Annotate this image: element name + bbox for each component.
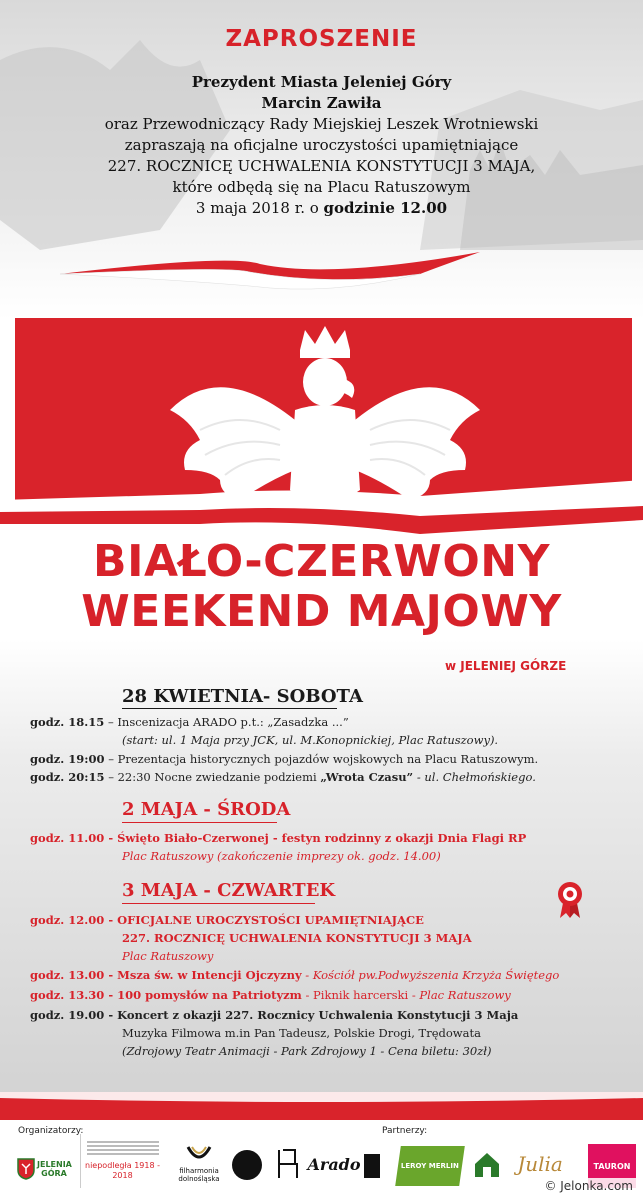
watermark: © Jelonka.com [540, 1178, 637, 1194]
organizers-label: Organizatorzy: [18, 1126, 84, 1136]
organizer-logo-badge [232, 1150, 262, 1180]
event-row: (start: ul. 1 Maja przy JCK, ul. M.Konopnickiej, Plac Ratuszowy). [122, 733, 499, 747]
organizer-logo-chair [272, 1146, 304, 1182]
julia-logo-text: Julia [517, 1152, 563, 1176]
leroy-merlin-logo-text: LEROY MERLIN [401, 1161, 459, 1170]
filharmonia-icon [186, 1145, 212, 1167]
filharmonia-logo [170, 1142, 228, 1186]
jelenia-gora-logo-text: JELENIA GÓRA [37, 1160, 72, 1178]
event-row: godz. 12.00 - OFICJALNE UROCZYSTOŚCI UPAMIĘTNIAJĄCE [30, 913, 424, 927]
event-row: godz. 18.15 – Inscenizacja ARADO p.t.: „Zasadzka ...” [30, 715, 349, 729]
jelenia-gora-logo [16, 1154, 72, 1184]
footer [0, 1120, 643, 1200]
intro-line-4: zapraszają na oficjalne uroczystości upamiętniające [124, 136, 519, 154]
ribbon-decoration-bottom [0, 1092, 643, 1120]
niepodlegla-logo [80, 1134, 160, 1188]
arado-logo [307, 1148, 361, 1180]
event-row: godz. 11.00 - Święto Biało-Czerwonej - festyn rodzinny z okazji Dnia Flagi RP [30, 831, 527, 845]
event-row: Plac Ratuszowy [122, 949, 214, 963]
leroy-merlin-logo [395, 1146, 465, 1186]
event-row: Muzyka Filmowa m.in Pan Tadeusz, Polskie Drogi, Trędowata [122, 1026, 481, 1040]
event-row: (Zdrojowy Teatr Animacji - Park Zdrojowy 1 - Cena biletu: 30zł) [122, 1044, 492, 1058]
tauron-logo-text: TAURON [593, 1161, 631, 1171]
event-row: godz. 13.00 - Msza św. w Intencji Ojczyzny - Kościół pw.Podwyższenia Krzyża Świętego [30, 968, 560, 982]
partners-label: Partnerzy: [382, 1126, 428, 1136]
event-row: 227. ROCZNICĘ UCHWALENIA KONSTYTUCJI 3 MAJA [122, 931, 472, 945]
day-underline [122, 708, 337, 709]
event-row: godz. 20:15 – 22:30 Nocne zwiedzanie podziemi „Wrota Czasu” - ul. Chełmońskiego. [30, 770, 536, 784]
header-section [0, 0, 643, 320]
day-underline [122, 903, 315, 904]
event-row: godz. 13.30 - 100 pomysłów na Patriotyzm - Piknik harcerski - Plac Ratuszowy [30, 988, 511, 1002]
partner-logo-house [470, 1148, 504, 1182]
headline-line-1: BIAŁO-CZERWONY [93, 536, 550, 587]
intro-date-line [0, 198, 643, 219]
ribbon-decoration-top [0, 234, 643, 304]
intro-line-2: Marcin Zawiła [261, 94, 382, 112]
event-row: godz. 19:00 – Prezentacja historycznych pojazdów wojskowych na Placu Ratuszowym. [30, 752, 539, 766]
intro-line-1: Prezydent Miasta Jeleniej Góry [191, 73, 452, 91]
chair-icon [275, 1148, 301, 1180]
date-time: godzinie 12.00 [323, 199, 448, 217]
intro-line-5: 227. ROCZNICĘ UCHWALENIA KONSTYTUCJI 3 MAJA, [107, 157, 536, 175]
event-row: Plac Ratuszowy (zakończenie imprezy ok. godz. 14.00) [122, 849, 441, 863]
headline-line-2: WEEKEND MAJOWY [81, 586, 562, 637]
ribbon-decoration-middle [0, 460, 643, 540]
day-heading-april-28: 28 KWIETNIA- SOBOTA [122, 686, 363, 707]
headline-subtitle: w JELENIEJ GÓRZE [445, 659, 567, 673]
organizer-logo-dark [364, 1154, 380, 1178]
invitation-title: ZAPROSZENIE [225, 26, 418, 52]
house-icon [472, 1150, 502, 1180]
day-heading-may-2: 2 MAJA - ŚRODA [122, 799, 291, 820]
invitation-text [0, 72, 643, 219]
day-underline [122, 822, 277, 823]
intro-line-3: oraz Przewodniczący Rady Miejskiej Leszek Wrotniewski [104, 115, 539, 133]
niepodlegla-text-lines [87, 1141, 159, 1157]
intro-line-6: które odbędą się na Placu Ratuszowym [172, 178, 471, 196]
event-row: godz. 19.00 - Koncert z okazji 227. Rocznicy Uchwalenia Konstytucji 3 Maja [30, 1008, 519, 1022]
niepodlegla-logo-text: niepodległa 1918 - 2018 [85, 1161, 160, 1180]
filharmonia-logo-text: filharmonia dolnośląska [178, 1167, 220, 1183]
city-crest-icon [17, 1158, 35, 1180]
date-prefix: 3 maja 2018 r. o [195, 199, 324, 217]
day-heading-may-3: 3 MAJA - CZWARTEK [122, 880, 336, 901]
arado-logo-text: Arado [307, 1154, 361, 1174]
